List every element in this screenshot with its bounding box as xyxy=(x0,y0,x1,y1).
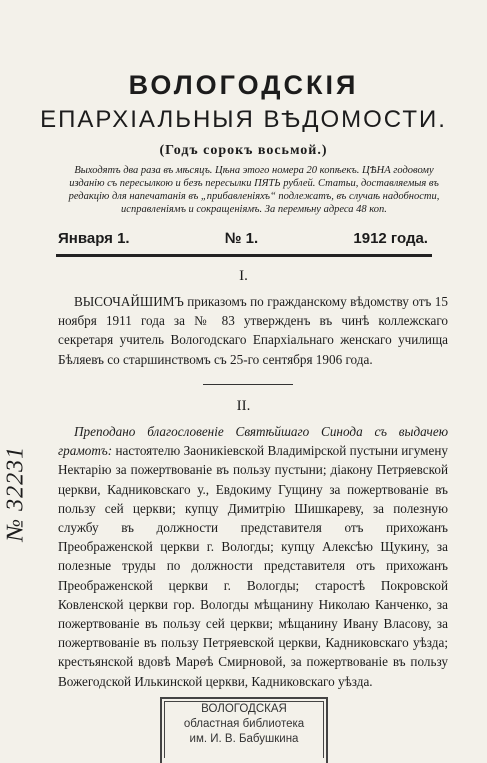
margin-code-text: № 32231 xyxy=(2,445,29,542)
section-2-paragraph xyxy=(58,422,448,691)
section-2-numeral: II. xyxy=(236,398,251,414)
issue-year: 1912 года. xyxy=(353,230,428,247)
section-1-numeral: I. xyxy=(239,268,248,284)
library-stamp-inner xyxy=(164,701,324,758)
journal-title: ВОЛОГОДСКІЯ xyxy=(128,70,359,100)
library-stamp xyxy=(160,697,328,763)
section-2-lead: Преподано благословеніе Святѣйшаго Синода съ выдачею грамотъ: xyxy=(58,424,448,459)
margin-inventory-number xyxy=(4,340,28,540)
section-1-text: ВЫСОЧАЙШИМЪ приказомъ по гражданскому вѣдомству отъ 15 ноября 1911 года за № 83 утвержденъ въ чинѣ коллежскаго секретаря учитель Вологодскаго Епархіальнаго женскаго училища Бѣляевъ со старшинствомъ съ 25-го сентября 1906 года. xyxy=(58,294,448,367)
issue-info xyxy=(58,230,428,247)
journal-subtitle: ЕПАРХІАЛЬНЫЯ ВѢДОМОСТИ. xyxy=(40,106,447,133)
section-2-text: настоятелю Заоникіевской Владимірской пустыни игумену Нектарію за пожертвованіе въ пользу пустыни; діакону Петряевской церкви, Кадниковскаго у., Евдокиму Гущину за пожертвованіе въ пользу сей церкви; купцу Димитрію Шишкареву, за полезную службу въ должности представителя отъ прихожанъ Преображенской церкви г. Вологды; купцу Алексѣю Щукину, за полезные труды по должности представителя отъ прихожанъ Преображенской церкви г. Вологды; старостѣ Покровской Ковленской церкви гор. Вологды мѣщанину Николаю Канченко, за пожертвованіе въ пользу сей церкви; мѣщанину Ивану Власову, за пожертвованіе въ пользу Петряевской церкви, Кадниковскаго уѣзда; крестьянской вдовѣ Марѳѣ Смирновой, за пожертвованіе въ пользу Вожегодской Илькинской церкви, Кадниковскаго уѣзда. xyxy=(58,443,448,689)
stamp-line-2: областная библиотека xyxy=(183,718,305,730)
issue-date: Января 1. xyxy=(58,230,130,247)
stamp-line-3: им. И. В. Бабушкина xyxy=(189,733,299,745)
subscription-terms: Выходятъ два раза въ мѣсяцъ. Цѣна этого номера 20 копѣекъ. ЦѢНА годовому изданію съ пересылкою и безъ пересылки ПЯТЬ рублей. Статьи, доставляемыя въ редакцію для напечатанія въ „прибавленіяхъ“ подлежатъ, въ случаѣ надобности, исправленіямъ и сокращеніямъ. За перемѣну адреса 48 коп. xyxy=(68,165,440,215)
header-rule xyxy=(56,254,432,257)
stamp-line-1: ВОЛОГОДСКАЯ xyxy=(201,703,287,715)
year-line: (Годъ сорокъ восьмой.) xyxy=(159,143,328,158)
section-1-body xyxy=(58,292,448,369)
section-divider xyxy=(203,384,293,385)
issue-number: № 1. xyxy=(224,230,259,247)
section-2-body xyxy=(58,422,448,691)
